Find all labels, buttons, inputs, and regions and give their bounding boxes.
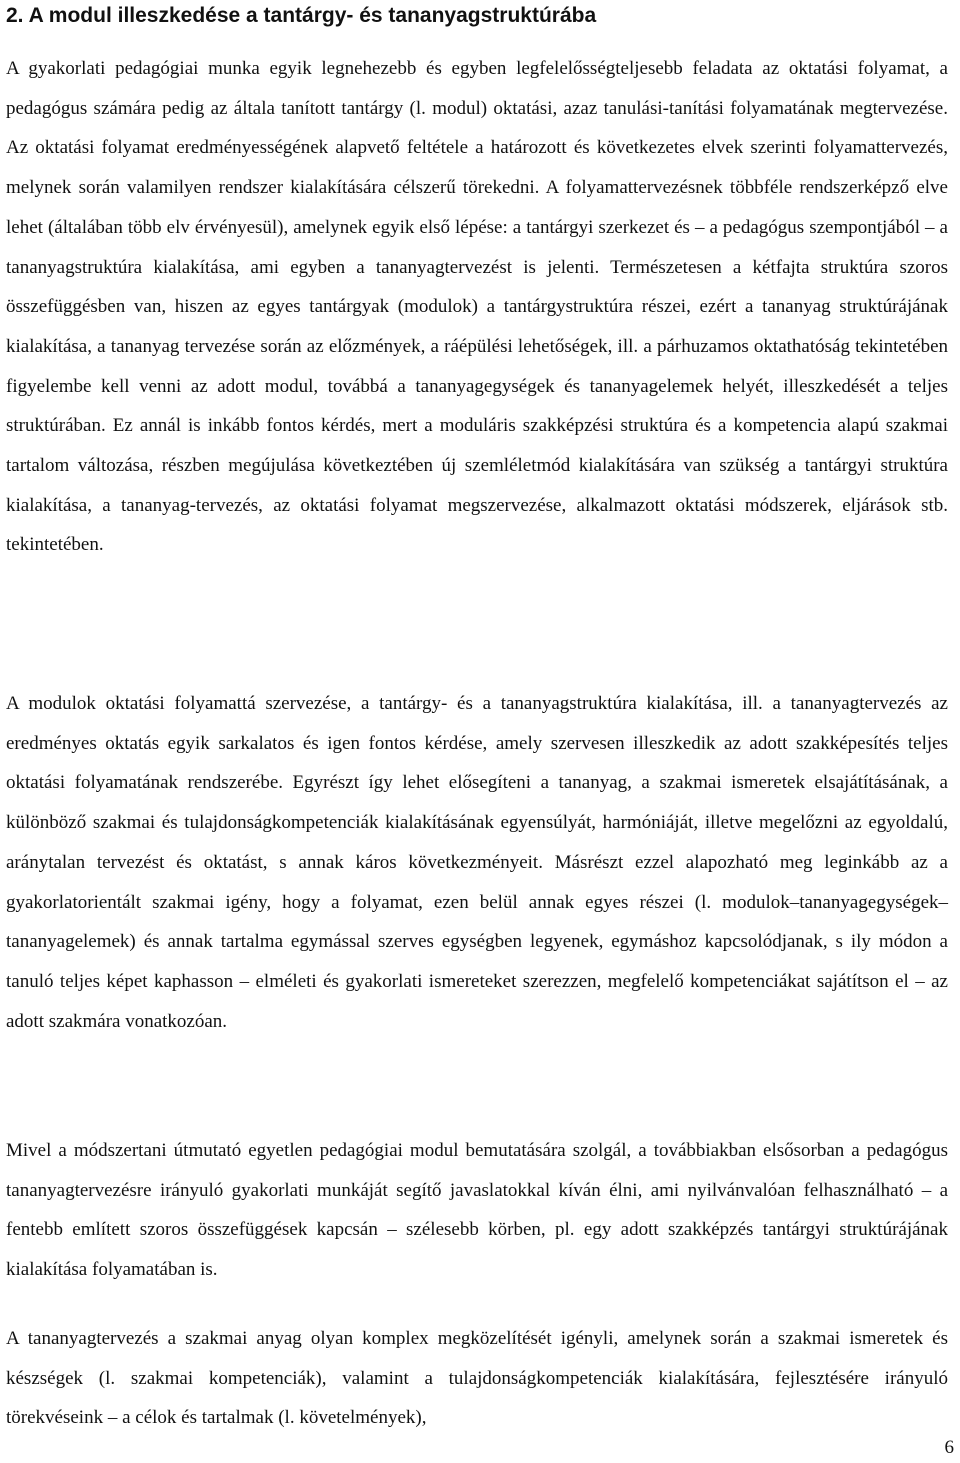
paragraph-2: A modulok oktatási folyamattá szervezése, a tantárgy- és a tananyagstruktúra kialakítása, ill. a tananyagtervezés az eredményes oktatás egyik sarkalatos és igen fontos kérdése, amely szervesen illeszkedik az adott szakképesítés teljes oktatási folyamatának rendszerébe. Egyrészt így lehet elősegíteni a tananyag, a szakmai ismeretek elsajátításának, a különböző szakmai és tulajdonságkompetenciák kialakításának egyensúlyát, harmóniáját, illetve megelőzni az egyoldalú, aránytalan tervezést és oktatást, s annak káros következményeit. Másrészt ezzel alapozható meg leginkább az a gyakorlatorientált szakmai igény, hogy a folyamat, ezen belül annak egyes részei (l. modulok–tananyagegységek–tananyagelemek) és annak tartalma egymással szerves egységben legyenek, egymáshoz kapcsolódjanak, s ily módon a tanuló teljes képet kaphasson – elméleti és gyakorlati ismereteket szerezzen, megfelelő kompetenciákat sajátítson el – az adott szakmára vonatkozóan.: [6, 693, 948, 1032]
page-number: 6: [944, 1437, 954, 1458]
section-heading: 2. A modul illeszkedése a tantárgy- és tananyagstruktúrába: [6, 4, 597, 27]
paragraph-4: A tananyagtervezés a szakmai anyag olyan komplex megközelítését igényli, amelynek során a szakmai ismeretek és készségek (l. szakmai kompetenciák), valamint a tulajdonságkompetenciák kialakítására, fejlesztésére irányuló törekvéseink – a célok és tartalmak (l. követelmények),: [6, 1328, 948, 1429]
paragraph-3: Mivel a módszertani útmutató egyetlen pedagógiai modul bemutatására szolgál, a továbbiakban elsősorban a pedagógus tananyagtervezésre irányuló gyakorlati munkáját segítő javaslatokkal kíván élni, ami nyilvánvalóan felhasználható – a fentebb említett szoros összefüggések kapcsán – szélesebb körben, pl. egy adott szakképzés tantárgyi struktúrájának kialakítása folyamatában is.: [6, 1140, 948, 1281]
paragraph-1: A gyakorlati pedagógiai munka egyik legnehezebb és egyben legfelelősségteljesebb feladata az oktatási folyamat, a pedagógus számára pedig az általa tanított tantárgy (l. modul) oktatási, azaz tanulási-tanítási folyamatának megtervezése. Az oktatási folyamat eredményességének alapvető feltétele a határozott és következetes elvek szerinti folyamattervezés, melynek során valamilyen rendszer kialakítására célszerű törekedni. A folyamattervezésnek többféle rendszerképző elve lehet (általában több elv érvényesül), amelynek egyik első lépése: a tantárgyi szerkezet és – a pedagógus szempontjából – a tananyagstruktúra kialakítása, ami egyben a tananyagtervezést is jelenti. Természetesen a kétfajta struktúra szoros összefüggésben van, hiszen az egyes tantárgyak (modulok) a tantárgystruktúra részei, ezért a tananyag struktúrájának kialakítása, a tananyag tervezése során az előzmények, a ráépülési lehetőségek, ill. a párhuzamos oktathatóság tekintetében figyelembe kell venni az adott modul, továbbá a tananyagegységek és tananyagelemek helyét, illeszkedését a teljes struktúrában. Ez annál is inkább fontos kérdés, mert a moduláris szakképzési struktúra és a kompetencia alapú szakmai tartalom változása, részben megújulása következtében új szemléletmód kialakítására van szükség a tantárgyi struktúra kialakítása, a tananyag-tervezés, az oktatási folyamat megszervezése, alkalmazott oktatási módszerek, eljárások stb. tekintetében.: [6, 58, 948, 556]
